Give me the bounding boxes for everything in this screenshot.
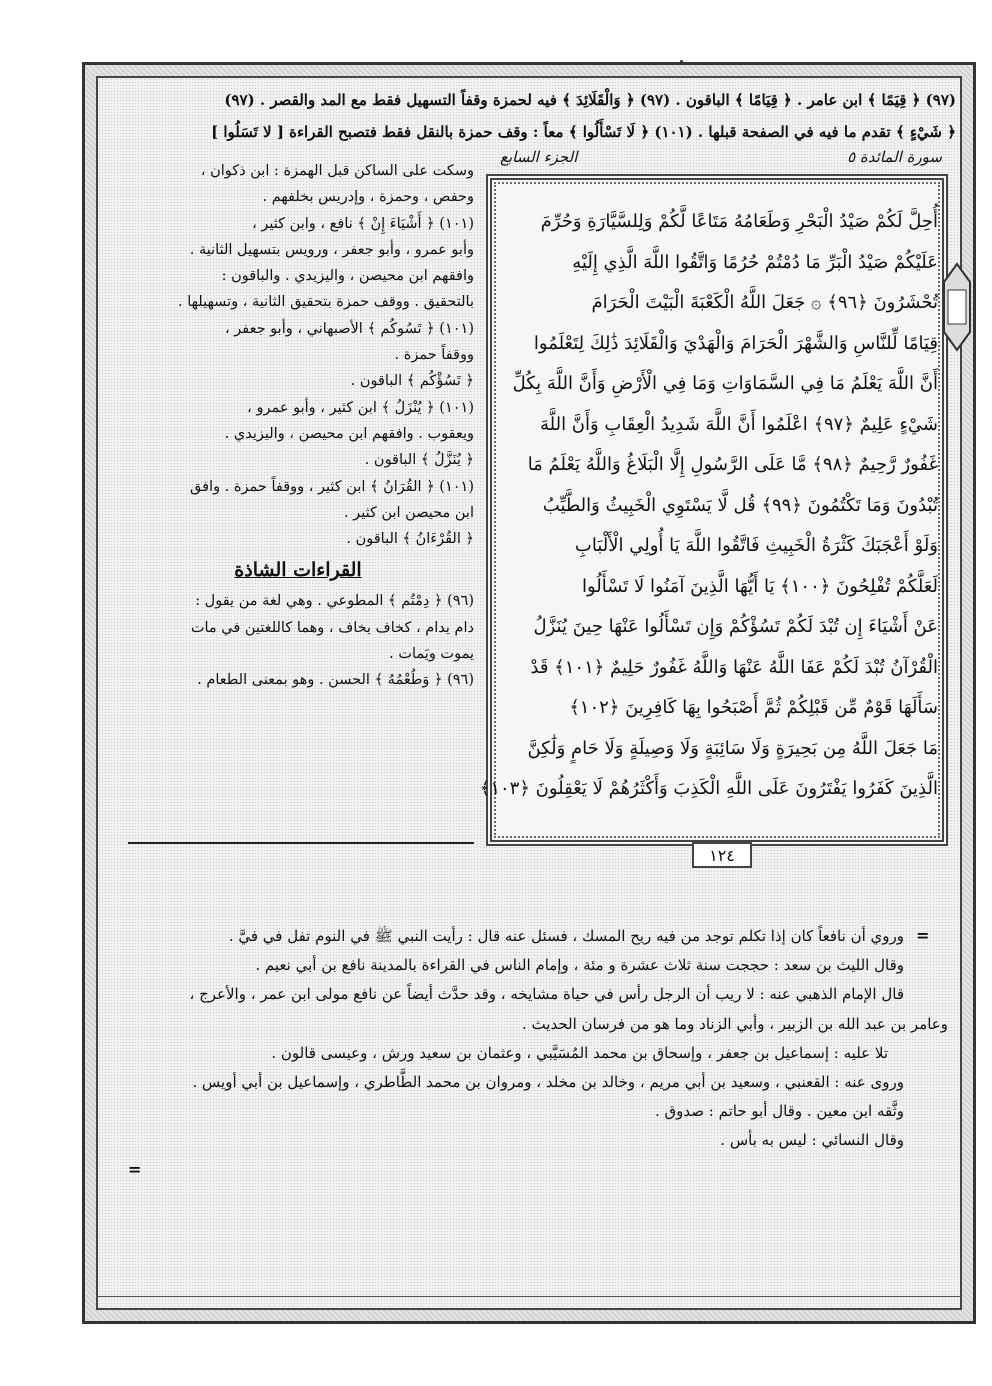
reading-line: ووقفاً حمزة . <box>394 347 474 364</box>
quran-line: أَنَّ اللَّهَ يَعْلَمُ مَا فِي السَّمَاوَاتِ وَمَا فِي الْأَرْضِ وَأَنَّ اللَّهَ بِكُلِّ <box>512 373 938 394</box>
readings-column <box>122 158 474 694</box>
bottom-border <box>96 1296 962 1297</box>
quran-line: عَنْ أَشْيَاءَ إِن تُبْدَ لَكُمْ تَسُؤْكُمْ وَإِن تَسْأَلُوا عَنْهَا حِينَ يُنَزَّلُ <box>533 616 938 637</box>
reading-line: ﴿ القُرْءَانُ ﴾ الباقون . <box>346 531 474 548</box>
continuation-mark: = <box>128 1160 142 1179</box>
quran-line: سَأَلَهَا قَوْمٌ مِّن قَبْلِكُمْ ثُمَّ أَصْبَحُوا بِهَا كَافِرِينَ ﴿١٠٢﴾ <box>569 697 938 718</box>
quran-line: وَلَوْ أَعْجَبَكَ كَثْرَةُ الْخَبِيثِ فَاتَّقُوا اللَّهَ يَا أُولِي الْأَلْبَابِ <box>574 535 938 556</box>
shadh-line: يموت ويَمات . <box>389 646 474 663</box>
quran-line: الْقُرْآنُ تُبْدَ لَكُمْ عَفَا اللَّهُ عَنْهَا وَاللَّهُ غَفُورٌ حَلِيمٌ ﴿١٠١﴾ قَدْ <box>530 656 938 678</box>
surah-label: سورة المائدة ٥ <box>847 148 942 166</box>
page-number: ١٢٤ <box>692 842 752 868</box>
reading-line: (١٠١) ﴿ القُرَانُ ﴾ ابن كثير ، ووقفاً حمزة . وافق <box>190 478 474 495</box>
quran-line: لَعَلَّكُمْ تُفْلِحُونَ ﴿١٠٠﴾ يَا أَيُّهَا الَّذِينَ آمَنُوا لَا تَسْأَلُوا <box>581 575 938 597</box>
quran-line: شَيْءٍ عَلِيمٌ ﴿٩٧﴾ اعْلَمُوا أَنَّ اللَّهَ شَدِيدُ الْعِقَابِ وَأَنَّ اللَّهَ <box>539 413 938 435</box>
reading-line: وسكت على الساكن قبل الهمزة : ابن ذكوان ، <box>200 163 474 179</box>
footnote-line: قال الإمام الذهبي عنه : لا ريب أن الرجل رأس في حياة مشايخه ، وقد حدَّث أيضاً عن نافع مولى ابن عمر ، والأعرج ، <box>189 985 904 1004</box>
shadh-line: (٩٦) ﴿ دِمْتُم ﴾ المطوعي . وهي لغة من يقول : <box>195 593 474 610</box>
juz-marker-icon <box>942 262 972 352</box>
header-labels <box>500 148 950 174</box>
reading-line: (١٠١) ﴿ أَشْيَاءَ إِنْ ﴾ نافع ، وابن كثير ، <box>252 215 474 232</box>
footnote-line: وعامر بن عبد الله بن الزبير ، وأبي الزناد وما هو من فرسان الحديث . <box>522 1014 948 1033</box>
juz-label: الجزء السابع <box>500 148 578 166</box>
quran-line: عَلَيْكُمْ صَيْدُ الْبَرِّ مَا دُمْتُمْ حُرُمًا وَاتَّقُوا اللَّهَ الَّذِي إِلَيْهِ <box>572 251 938 273</box>
shadh-readings-heading: القراءات الشاذة <box>234 559 362 582</box>
quran-lines <box>479 202 938 810</box>
speck <box>680 60 683 63</box>
footnote-line: وروي أن نافعاً كان إذا تكلم توجد من فيه ريح المسك ، فسئل عنه قال : رأيت النبي ﷺ في النوم تفل في فيَّ . <box>228 927 904 945</box>
footnotes <box>130 922 948 1156</box>
reading-line: ﴿ يُنَزَّلُ ﴾ الباقون . <box>364 452 474 469</box>
quran-line: تُبْدُونَ وَمَا تَكْتُمُونَ ﴿٩٩﴾ قُل لَّا يَسْتَوِي الْخَبِيثُ وَالطَّيِّبُ <box>542 494 938 516</box>
quran-text-panel <box>479 174 948 846</box>
reading-line: (١٠١) ﴿ تَسُوكُم ﴾ الأصبهاني ، وأبو جعفر ، <box>224 320 474 337</box>
reading-line: (١٠١) ﴿ يُنْزَلُ ﴾ ابن كثير ، وأبو عمرو ، <box>247 399 474 416</box>
quran-line: قِيَامًا لِّلنَّاسِ وَالشَّهْرَ الْحَرَامَ وَالْهَدْيَ وَالْقَلَائِدَ ذَٰلِكَ لِتَعْلَمُوا <box>533 332 938 354</box>
quran-line: غَفُورٌ رَّحِيمٌ ﴿٩٨﴾ مَّا عَلَى الرَّسُولِ إِلَّا الْبَلَاغُ وَاللَّهُ يَعْلَمُ مَا <box>527 454 938 475</box>
top-note-line: ﴿ شَيْءٍ ﴾ تقدم ما فيه في الصفحة قبلها . (١٠١) ﴿ لَا تَسْأَلُوا ﴾ معاً : وقف حمزة بالنقل فقط فتصبح القراءة [ لا تَسَلُوا ] <box>211 123 956 141</box>
reading-line: ويعقوب . وافقهم ابن محيصن ، واليزيدي . <box>224 425 474 442</box>
reading-line: وافقهم ابن محيصن ، واليزيدي . والباقون : <box>221 268 474 285</box>
reading-line: وأبو عمرو ، وأبو جعفر ، ورويس بتسهيل الثانية . <box>189 241 474 258</box>
quran-line: مَا جَعَلَ اللَّهُ مِن بَحِيرَةٍ وَلَا سَائِبَةٍ وَلَا وَصِيلَةٍ وَلَا حَامٍ وَلَٰكِنَّ <box>527 737 938 759</box>
footnote-line: وقال الليث بن سعد : حججت سنة ثلاث عشرة و مئة ، وإمام الناس في القراءة بالمدينة نافع بن أبي نعيم . <box>255 956 904 975</box>
footnote-line: وقال النسائي : ليس به بأس . <box>720 1131 904 1150</box>
top-note-line: (٩٧) ﴿ قِيَمًا ﴾ ابن عامر . ﴿ قِيَامًا ﴾ الباقون . (٩٧) ﴿ وَالْقَلَائِدَ ﴾ فيه لحمزة وقفاً التسهيل فقط مع المد والقصر . (٩٧) <box>224 91 956 109</box>
footnote-line: وثَّقه ابن معين . وقال أبو حاتم : صدوق . <box>655 1102 904 1121</box>
footnote-line: تلا عليه : إسماعيل بن جعفر ، وإسحاق بن محمد المُسَيَّبي ، وعثمان بن سعيد ورش ، وعيسى قالون . <box>271 1043 888 1062</box>
reading-line: وحفص ، وحمزة ، وإدريس بخلفهم . <box>262 189 474 206</box>
shadh-line: (٩٦) ﴿ وَطُعْمُهُ ﴾ الحسن . وهو بمعنى الطعام . <box>197 672 474 689</box>
reading-line: ابن محيصن ابن كثير . <box>343 504 474 521</box>
shadh-line: دام يدام ، كخاف يخاف ، وهما كاللغتين في مات <box>190 619 474 636</box>
footnote-line: وروى عنه : القعنبي ، وسعيد بن أبي مريم ، وخالد بن مخلد ، ومروان بن محمد الطَّاطري ، وإسماعيل بن أبي أويس . <box>192 1073 904 1092</box>
top-notes <box>102 84 956 148</box>
quran-line: أُحِلَّ لَكُمْ صَيْدُ الْبَحْرِ وَطَعَامُهُ مَتَاعًا لَّكُمْ وَلِلسَّيَّارَةِ وَحُرِّمَ <box>540 211 938 232</box>
continuation-mark: = <box>916 926 930 945</box>
column-divider <box>128 842 474 844</box>
reading-line: بالتحقيق . ووقف حمزة بتحقيق الثانية ، وتسهيلها . <box>177 294 474 311</box>
quran-line: تُحْشَرُونَ ﴿٩٦﴾ ۞ جَعَلَ اللَّهُ الْكَعْبَةَ الْبَيْتَ الْحَرَامَ <box>591 292 938 313</box>
quran-line: الَّذِينَ كَفَرُوا يَفْتَرُونَ عَلَى اللَّهِ الْكَذِبَ وَأَكْثَرُهُمْ لَا يَعْقِلُونَ ﴿١٠٣﴾ <box>479 778 938 799</box>
reading-line: ﴿ تَسُؤْكُم ﴾ الباقون . <box>350 373 474 390</box>
